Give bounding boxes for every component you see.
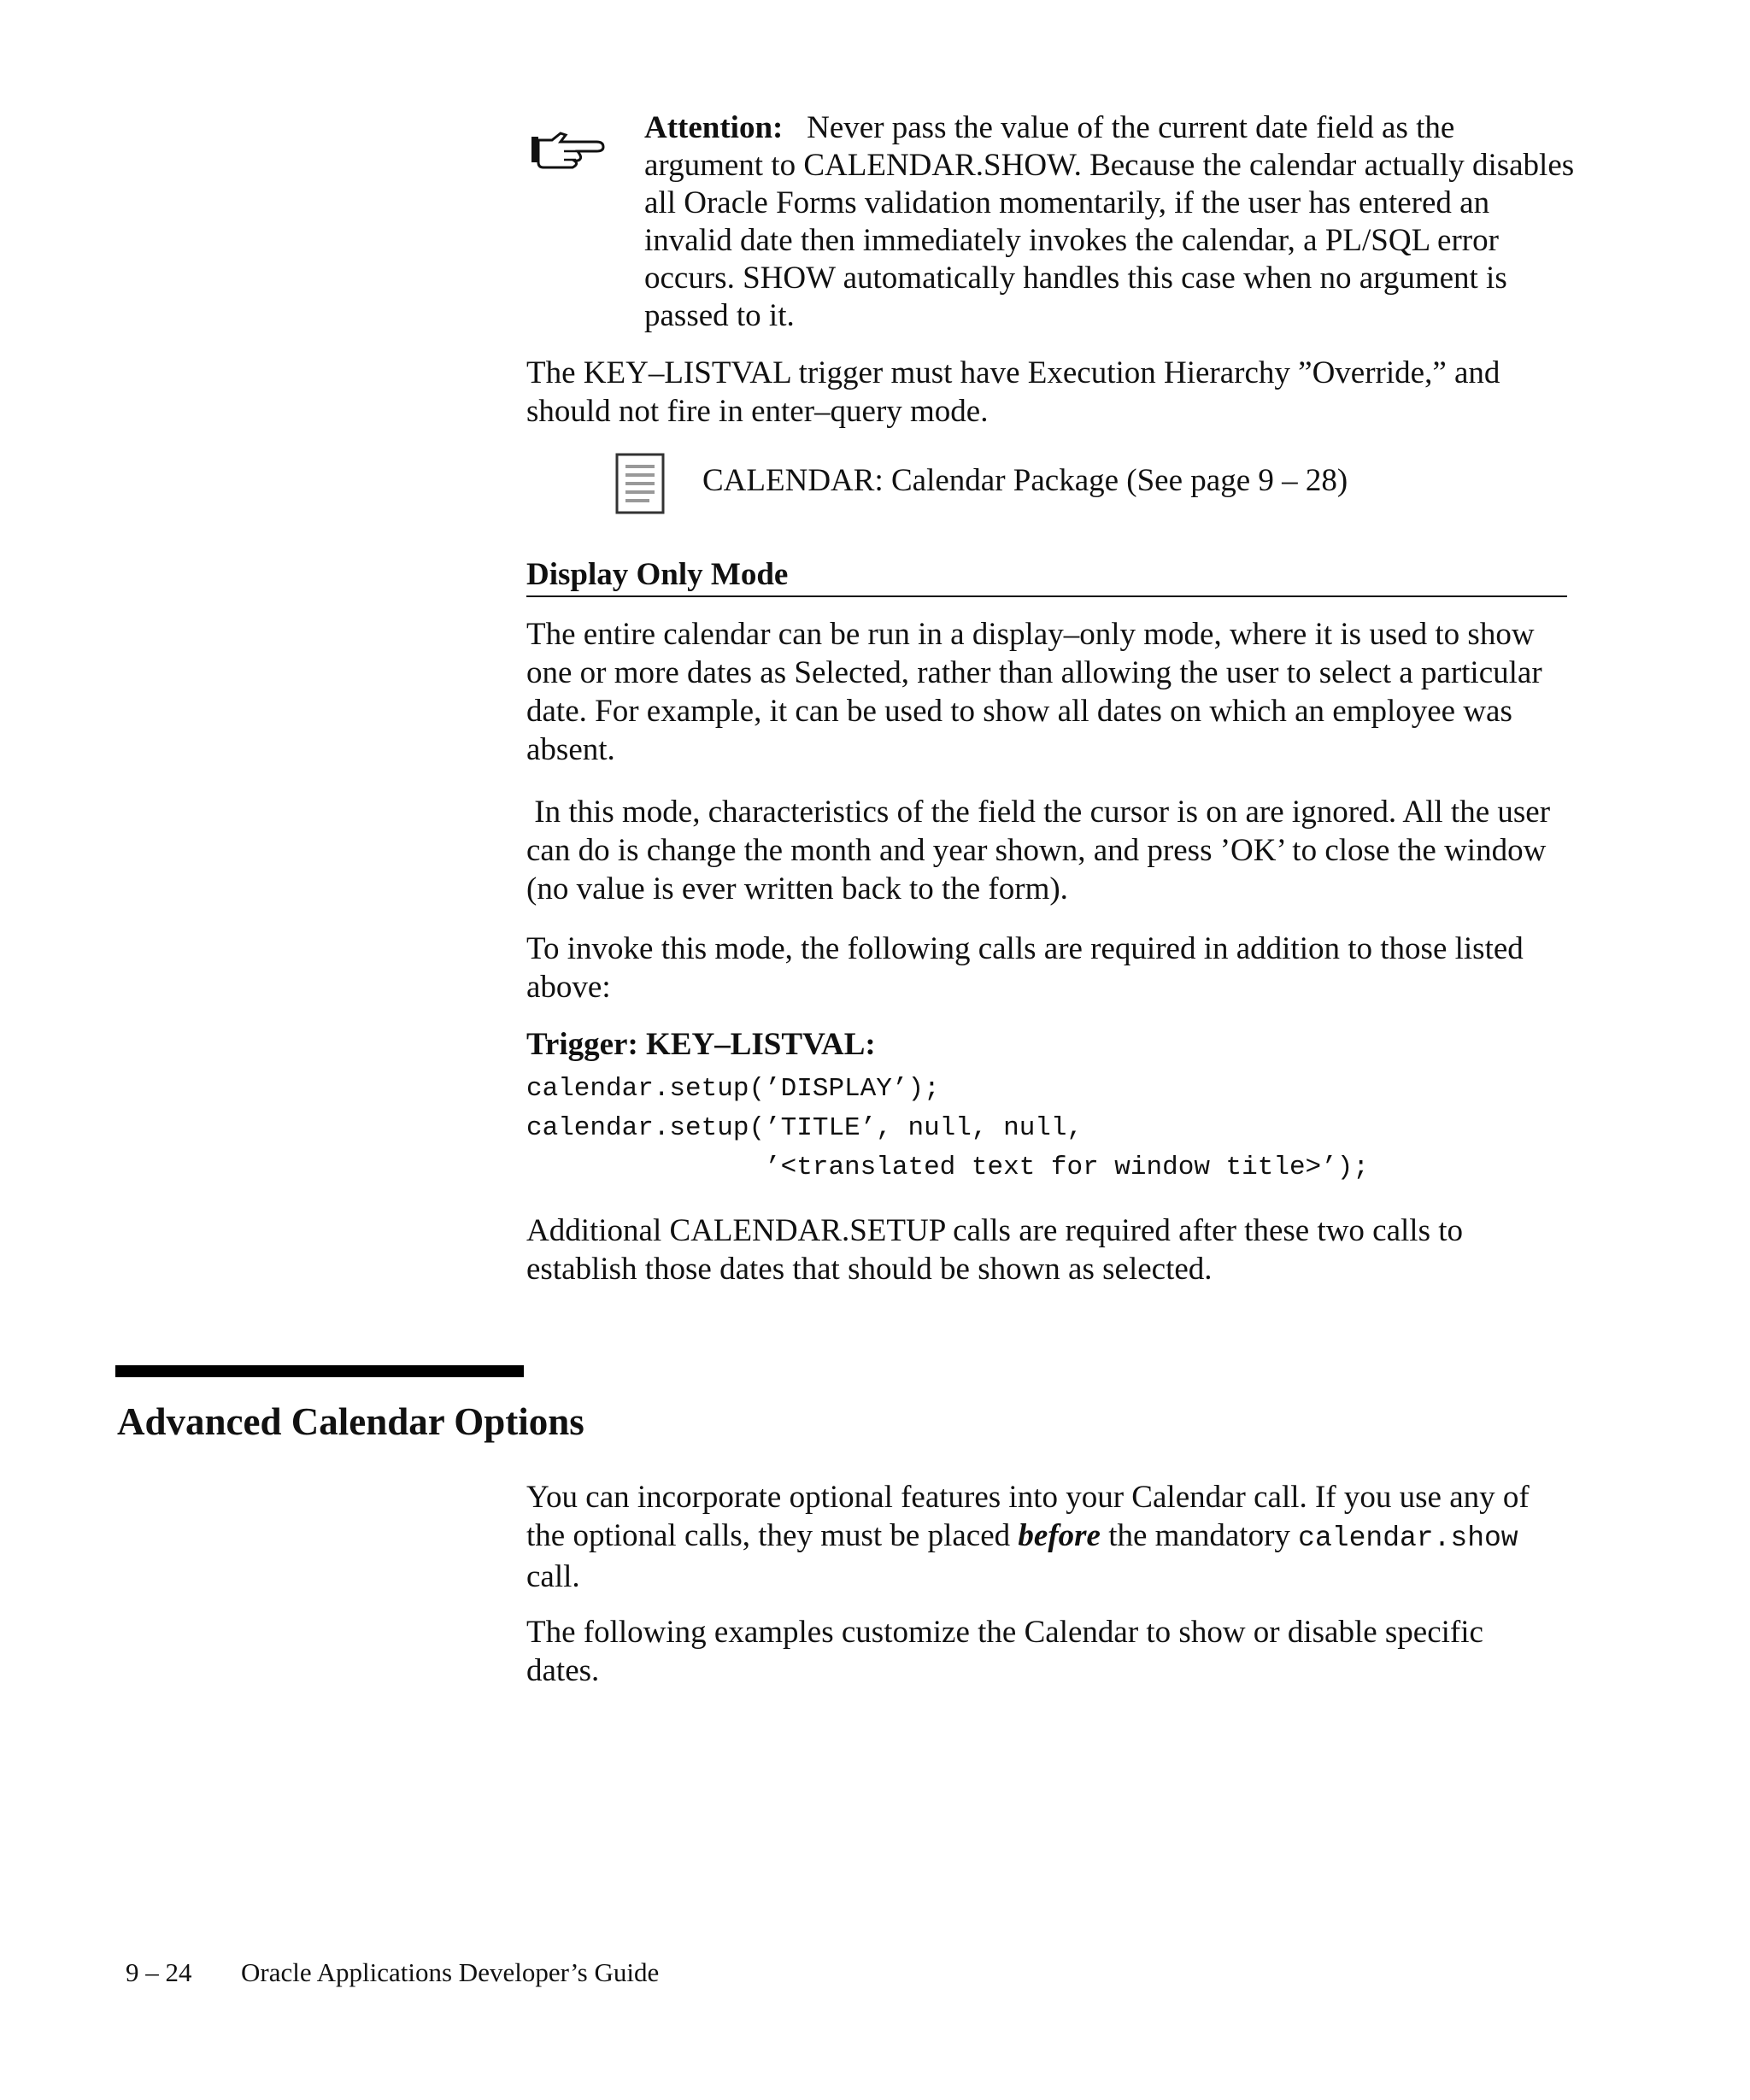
attention-note: [644, 109, 1576, 335]
key-listval-note: The KEY–LISTVAL trigger must have Execution Hierarchy ”Override,” and should not fire in enter–query mode.: [526, 355, 1500, 429]
code-line: calendar.setup(’DISPLAY’);: [526, 1074, 940, 1104]
attention-body: Never pass the value of the current date field as the argument to CALENDAR.SHOW. Because the calendar actually disables all Oracle Forms validation momentarily, if the user has entered an invalid date then immediately invokes the calendar, a PL/SQL error occurs. SHOW automatically handles this case when no argument is passed to it.: [644, 110, 1575, 333]
advanced-para1-emphasis: before: [1018, 1518, 1101, 1553]
advanced-para1: [526, 1478, 1560, 1596]
advanced-para1-before: You can incorporate optional features into your Calendar call. If you use any of the optional calls, they must be placed: [526, 1480, 1530, 1553]
cross-reference-link[interactable]: CALENDAR: Calendar Package (See page 9 – 28): [702, 463, 1348, 498]
page-number: 9 – 24: [126, 1957, 192, 1987]
code-block: [526, 1070, 1560, 1188]
advanced-para2: The following examples customize the Calendar to show or disable specific dates.: [526, 1615, 1483, 1688]
pointing-hand-icon: [530, 128, 607, 171]
book-title: Oracle Applications Developer’s Guide: [241, 1957, 660, 1987]
display-only-para1: The entire calendar can be run in a display–only mode, where it is used to show one or more dates as Selected, rather than allowing the user to select a particular date. For example, it can be used to show all dates on which an employee was absent.: [526, 617, 1542, 767]
display-only-para2: In this mode, characteristics of the field the cursor is on are ignored. All the user can do is change the month and year shown, and press ’OK’ to close the window (no value is ever written back to the form).: [526, 795, 1559, 906]
advanced-para1-after: call.: [526, 1559, 580, 1594]
section-rule: [115, 1365, 524, 1377]
advanced-para1-code: calendar.show: [1298, 1522, 1518, 1554]
code-line: calendar.setup(’TITLE’, null, null,: [526, 1113, 1083, 1143]
display-only-heading: Display Only Mode: [526, 555, 1567, 597]
advanced-para1-mid: the mandatory: [1100, 1518, 1299, 1553]
display-only-para4: Additional CALENDAR.SETUP calls are required after these two calls to establish those dates that should be shown as selected.: [526, 1213, 1464, 1287]
section-title: Advanced Calendar Options: [117, 1400, 584, 1443]
attention-label: Attention:: [644, 110, 784, 145]
trigger-label: Trigger: KEY–LISTVAL:: [526, 1027, 876, 1062]
document-icon: [615, 453, 665, 514]
code-line: ’<translated text for window title>’);: [526, 1153, 1369, 1182]
display-only-para3: To invoke this mode, the following calls are required in addition to those listed above:: [526, 931, 1524, 1005]
